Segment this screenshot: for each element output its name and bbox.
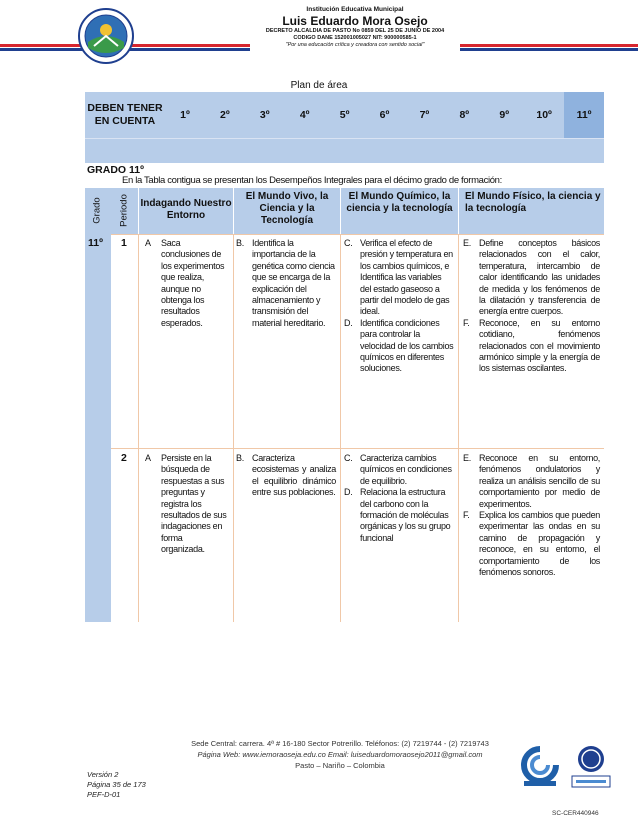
row2-col2 bbox=[236, 453, 336, 499]
version-text: Versión 2 bbox=[87, 770, 119, 779]
grade-column bbox=[85, 188, 112, 622]
grade-level-1: 1º bbox=[180, 109, 190, 121]
grade-level-8: 8º bbox=[459, 109, 470, 121]
header-mundo-quimico bbox=[340, 188, 458, 234]
column-divider bbox=[340, 234, 341, 622]
grado-header-label: Grado bbox=[91, 197, 103, 224]
performance-item bbox=[344, 318, 454, 375]
item-letter: E. bbox=[463, 238, 471, 248]
institution-type: Institución Educativa Municipal bbox=[306, 6, 404, 13]
item-text: Persiste en la búsqueda de respuestas a sus preguntas y registra los resultados de sus indagaciones en forma organizada. bbox=[161, 453, 227, 555]
row2-col3 bbox=[344, 453, 454, 544]
row1-col3 bbox=[344, 238, 454, 375]
performance-item bbox=[236, 238, 336, 329]
grade-title: GRADO 11º bbox=[87, 164, 144, 176]
item-letter: D. bbox=[344, 487, 353, 498]
performance-item bbox=[463, 238, 600, 318]
footer-city: Pasto – Nariño – Colombia bbox=[295, 761, 385, 770]
levels-label: DEBEN TENER EN CUENTA bbox=[87, 102, 163, 127]
header-indagando-label: Indagando Nuestro Entorno bbox=[140, 198, 232, 221]
header-stripe-blue-right bbox=[460, 48, 638, 51]
header-indagando bbox=[138, 188, 233, 234]
item-letter: F. bbox=[463, 510, 470, 521]
periodo-header-label: Periodo bbox=[118, 194, 130, 227]
row1-col1 bbox=[145, 238, 227, 329]
row-divider bbox=[111, 234, 604, 235]
grade-level-7: 7º bbox=[419, 109, 430, 121]
column-divider bbox=[458, 234, 459, 622]
performance-item bbox=[145, 453, 227, 556]
period-1: 1 bbox=[121, 237, 127, 249]
page-title: Plan de área bbox=[290, 80, 348, 91]
form-code: PEF-D-01 bbox=[87, 790, 121, 799]
item-letter: A bbox=[145, 238, 151, 248]
grade-level-10: 10º bbox=[536, 109, 552, 121]
page-number: Página 35 de 173 bbox=[87, 780, 146, 789]
grade-value: 11º bbox=[88, 237, 103, 249]
school-crest-logo bbox=[78, 8, 134, 64]
grade-level-9: 9º bbox=[499, 109, 510, 121]
item-text: Relaciona la estructura del carbono con la formación de moléculas orgánicas y los su grupo funcional bbox=[360, 487, 451, 543]
certificate-code: SC-CER440946 bbox=[552, 810, 599, 817]
performance-item bbox=[236, 453, 336, 499]
footer-contact bbox=[150, 738, 530, 771]
performance-item bbox=[463, 510, 600, 578]
institution-name: Luis Eduardo Mora Osejo bbox=[282, 14, 428, 28]
item-letter: A bbox=[145, 453, 151, 463]
item-letter: F. bbox=[463, 317, 470, 328]
row2-col4 bbox=[463, 453, 600, 578]
header-stripe-red-right bbox=[460, 44, 638, 47]
row-divider bbox=[111, 448, 604, 449]
item-text: Caracteriza ecosistemas y analiza el equilibrio dinámico entre sus poblaciones. bbox=[252, 453, 336, 498]
row1-col2 bbox=[236, 238, 336, 329]
column-divider bbox=[233, 234, 234, 622]
period-2: 2 bbox=[121, 452, 127, 464]
item-text: Caracteriza cambios químicos en condiciones de equilibrio. bbox=[360, 453, 452, 486]
motto-line: "Por una educación crítica y creadora con sentido social" bbox=[285, 42, 425, 48]
grade-level-3: 3º bbox=[259, 109, 270, 121]
item-letter: D. bbox=[344, 317, 353, 328]
item-text: Reconoce, en su entorno cotidiano, fenómenos relacionados con el movimiento armónico simple y la energía de los sistemas oscilantes. bbox=[479, 317, 600, 374]
grade-level-2: 2º bbox=[220, 109, 230, 121]
decree-line: DECRETO ALCALDIA DE PASTO No 0859 DEL 25 DE JUNIO DE 2004 bbox=[265, 28, 445, 34]
performance-item bbox=[463, 453, 600, 510]
item-text: Verifica el efecto de presión y temperatura en los cambios químicos, e Identifica las variables del estado gaseoso a partir del modelo de gas ideal. bbox=[360, 238, 453, 317]
column-divider bbox=[138, 234, 139, 622]
header-mundo-fisico-label: El Mundo Físico, la ciencia y la tecnología bbox=[465, 191, 601, 214]
item-text: Identifica condiciones para controlar la velocidad de los cambios químicos en diferentes soluciones. bbox=[360, 317, 454, 374]
performance-item bbox=[463, 318, 600, 375]
item-letter: B. bbox=[236, 453, 244, 463]
item-letter: C. bbox=[344, 453, 353, 463]
row2-col1 bbox=[145, 453, 227, 556]
header-mundo-fisico bbox=[458, 188, 604, 234]
item-text: Explica los cambios que pueden experimentar las ondas en su camino de propagación y reconoce, en su entorno, el comportamiento de los fenómenos sonoros. bbox=[479, 510, 600, 578]
item-text: Define conceptos básicos relacionados con el calor, temperatura, intercambio de calor identificando las unidades de medida y los fenómenos de la dilatación y transferencia de energía entre cuerpos. bbox=[479, 238, 600, 317]
grade-level-5: 5º bbox=[339, 109, 350, 121]
grade-level-11: 11º bbox=[564, 92, 604, 138]
item-letter: C. bbox=[344, 238, 353, 248]
document-info bbox=[87, 770, 146, 800]
grade-level-4: 4º bbox=[299, 109, 310, 121]
levels-band-lower bbox=[85, 138, 604, 163]
performance-item bbox=[344, 487, 454, 544]
intro-text: En la Tabla contigua se presentan los Desempeños Integrales para el décimo grado de formación: bbox=[122, 175, 502, 186]
performance-item bbox=[344, 453, 454, 487]
item-letter: E. bbox=[463, 453, 471, 463]
footer-address: Sede Central: carrera. 4ª # 16-180 Sector Potrerillo. Teléfonos: (2) 7219744 - (2) 7219743 bbox=[191, 739, 489, 748]
footer-web: Página Web: www.iemoraoseja.edu.co Email: luiseduardomoraosejo2011@gmail.com bbox=[197, 750, 483, 759]
performance-item bbox=[344, 238, 454, 318]
grade-level-6: 6º bbox=[379, 109, 390, 121]
header-mundo-vivo-label: El Mundo Vivo, la Ciencia y la Tecnología bbox=[245, 191, 329, 226]
item-letter: B. bbox=[236, 238, 244, 248]
iqnet-logo bbox=[568, 743, 614, 791]
header-mundo-vivo bbox=[233, 188, 340, 234]
codes-line: CODIGO DANE 152001005027 NIT: 900000585-1 bbox=[293, 35, 417, 41]
header-mundo-quimico-label: El Mundo Químico, la ciencia y la tecnología bbox=[346, 191, 453, 214]
item-text: Reconoce en su entorno, fenómenos ondulatorios y realiza un análisis sencillo de su comportamiento por medio de experimentos. bbox=[479, 453, 600, 509]
certification-logo bbox=[520, 745, 560, 790]
item-text: Saca conclusiones de los experimentos que realiza, aunque no obtenga los resultados esperados. bbox=[161, 238, 225, 328]
institution-header bbox=[250, 6, 460, 49]
performance-item bbox=[145, 238, 227, 329]
row1-col4 bbox=[463, 238, 600, 375]
item-text: Identifica la importancia de la genética como ciencia que se encarga de la explicación del almacenamiento y transmisión del material hereditario. bbox=[252, 238, 335, 328]
